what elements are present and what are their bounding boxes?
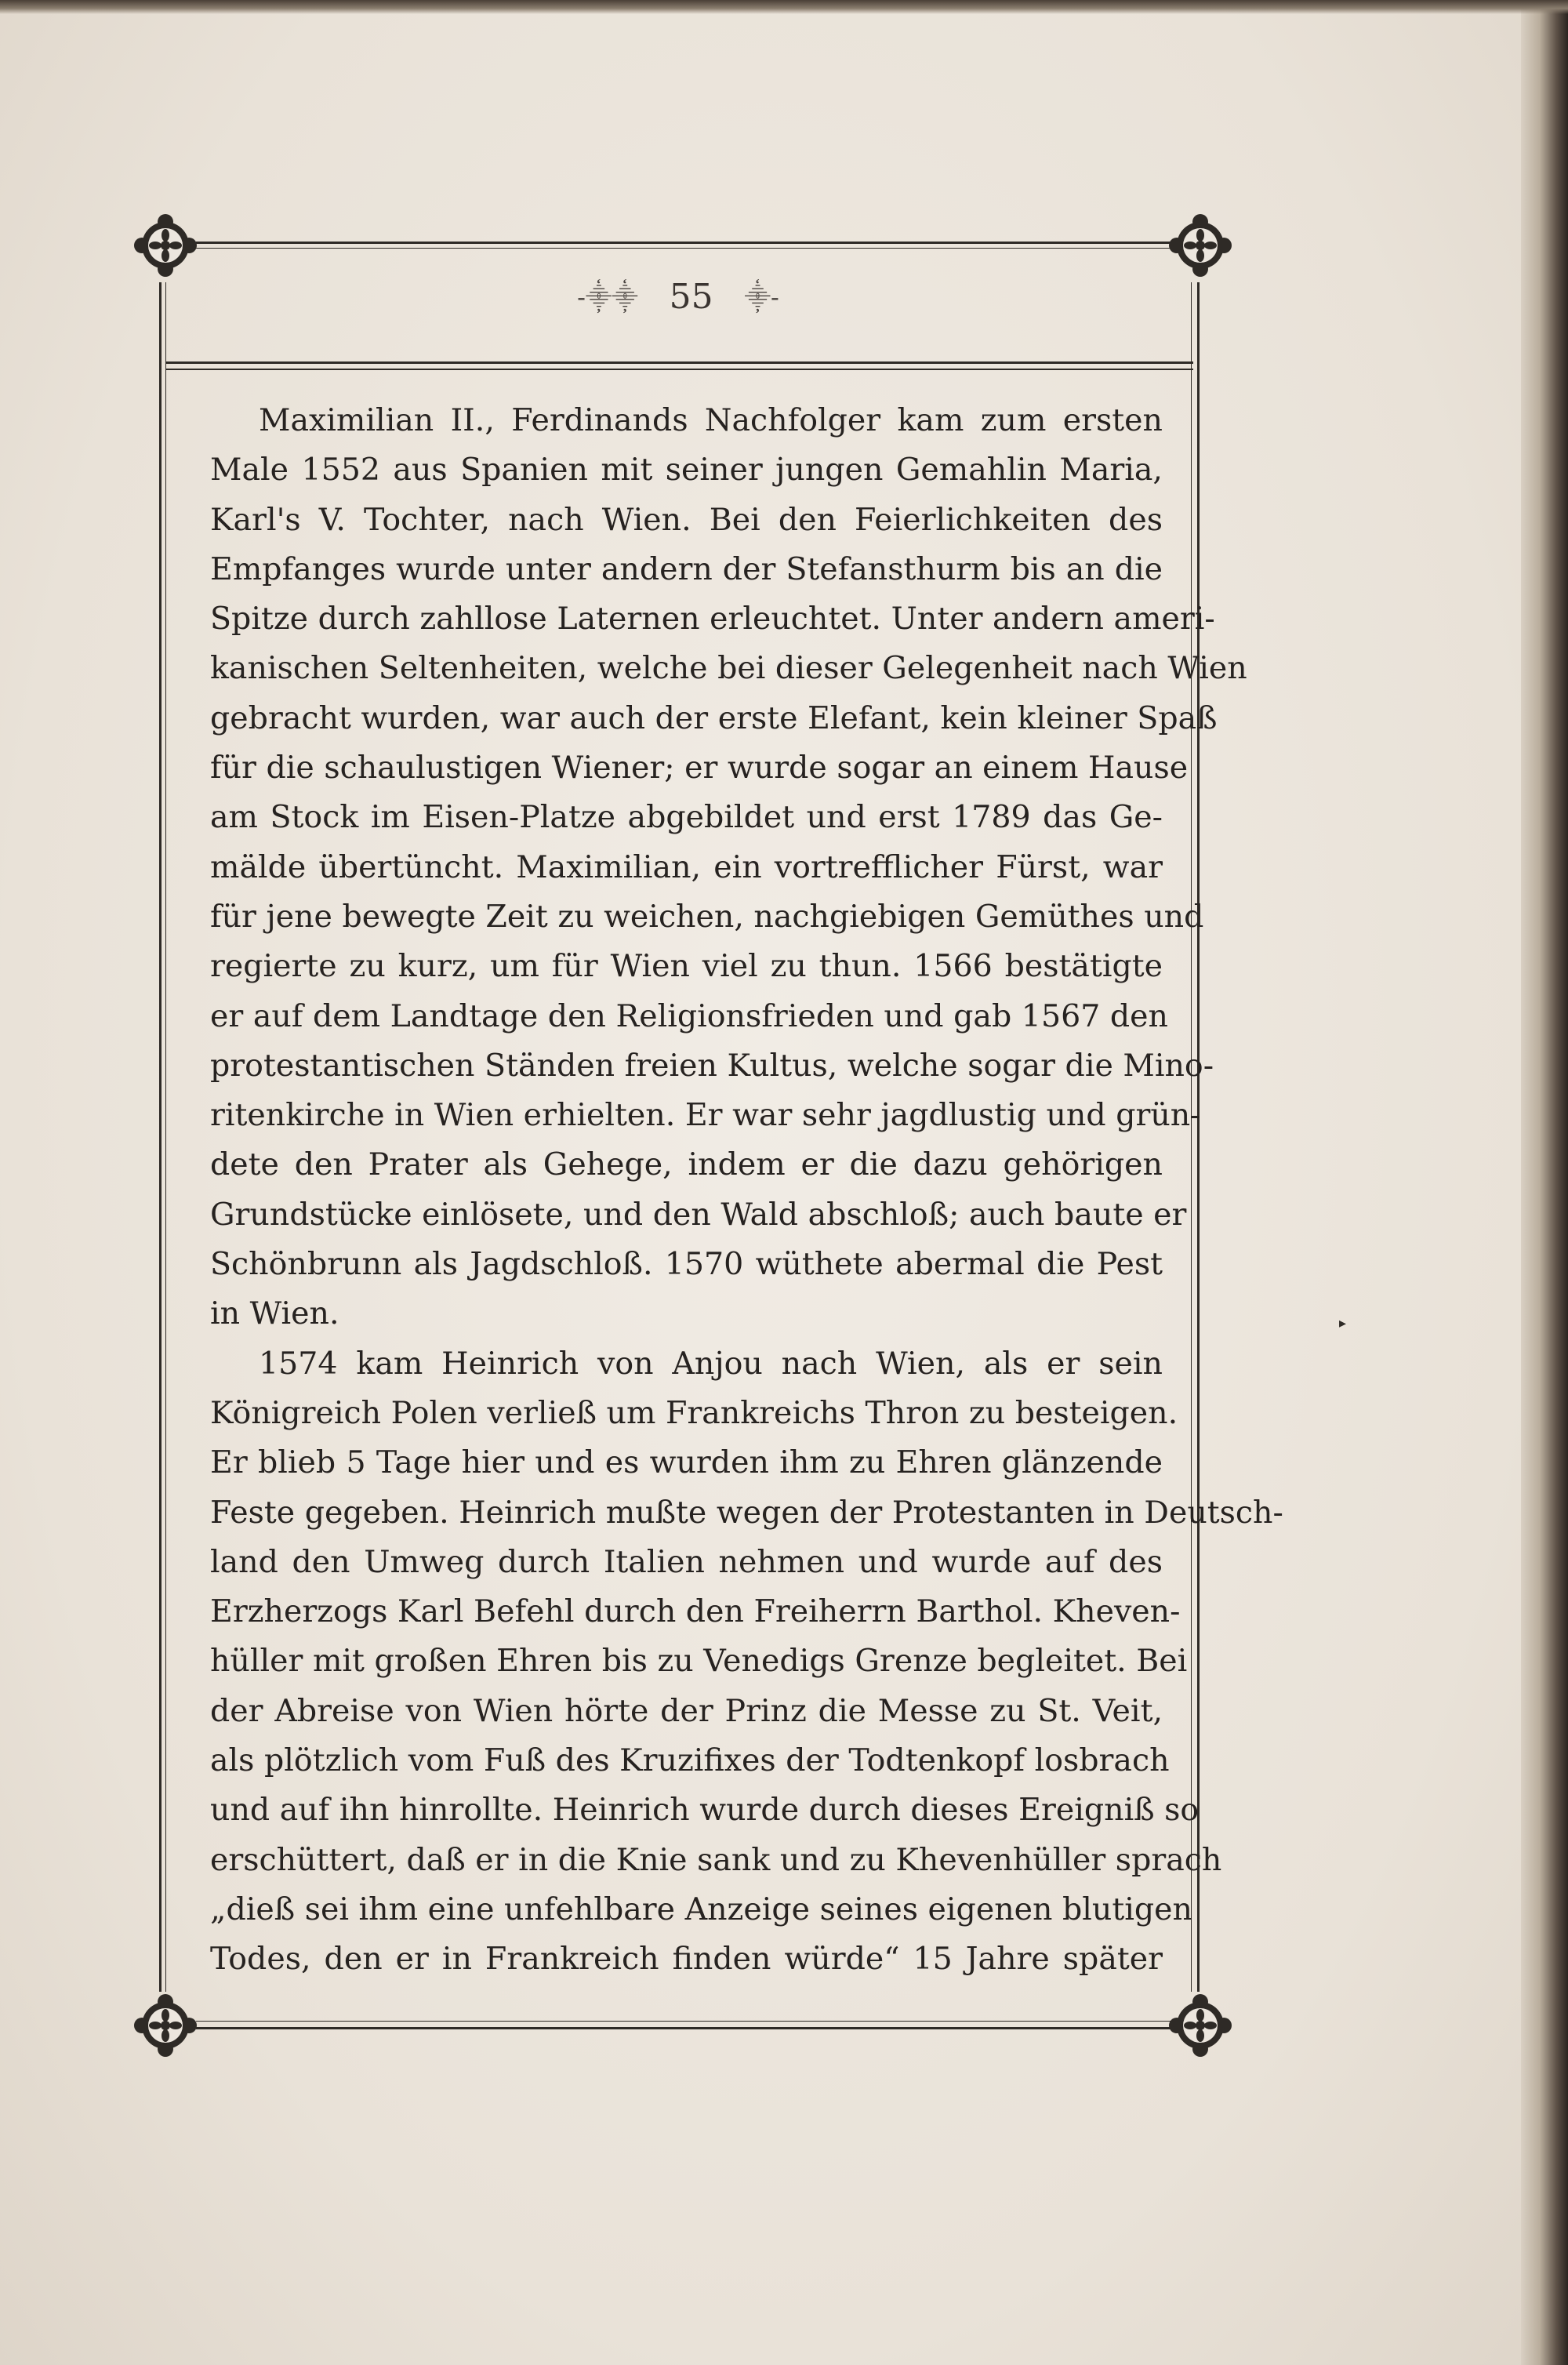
book-spine-edge <box>1521 0 1568 2365</box>
text-line: Schönbrunn als Jagdschloß. 1570 wüthete abermal die Pest <box>210 1246 1163 1283</box>
frame-bottom-rule <box>196 2027 1184 2029</box>
margin-mark-icon: ▸ <box>1339 1315 1347 1331</box>
frame-top-rule-thin <box>196 248 1184 249</box>
text-line: Königreich Polen verließ um Frankreichs Thron zu besteigen. <box>210 1394 1178 1431</box>
text-line: Grundstücke einlösete, und den Wald abschloß; auch baute er <box>210 1196 1187 1233</box>
text-line: mälde übertüncht. Maximilian, ein vortrefflicher Fürst, war <box>210 848 1163 885</box>
text-line: erschüttert, daß er in die Knie sank und zu Khevenhüller sprach <box>210 1841 1222 1878</box>
text-line: Male 1552 aus Spanien mit seiner jungen Gemahlin Maria, <box>210 452 1163 489</box>
text-line: Karl's V. Tochter, nach Wien. Bei den Feierlichkeiten des <box>210 501 1163 538</box>
text-line: er auf dem Landtage den Religionsfrieden und gab 1567 den <box>210 997 1168 1034</box>
text-line: für jene bewegte Zeit zu weichen, nachgiebigen Gemüthes und <box>210 898 1204 935</box>
text-line: dete den Prater als Gehege, indem er die dazu gehörigen <box>210 1146 1163 1183</box>
frame-right-rule-thin <box>1191 282 1192 1992</box>
book-top-edge <box>0 0 1568 14</box>
frame-top-rule <box>196 242 1184 244</box>
header-rule <box>166 361 1193 370</box>
header-ornament-left: -⸎⸎ <box>577 282 638 312</box>
text-line: gebracht wurden, war auch der erste Elefant, kein kleiner Spaß <box>210 699 1218 736</box>
text-line: 1574 kam Heinrich von Anjou nach Wien, als er sein <box>259 1345 1163 1382</box>
frame-right-rule <box>1197 282 1200 1992</box>
text-line: Erzherzogs Karl Befehl durch den Freiherrn Barthol. Kheven- <box>210 1593 1181 1630</box>
text-line: kanischen Seltenheiten, welche bei dieser Gelegenheit nach Wien <box>210 650 1247 687</box>
text-line: und auf ihn hinrollte. Heinrich wurde durch dieses Ereigniß so <box>210 1792 1200 1829</box>
text-line: hüller mit großen Ehren bis zu Venedigs Grenze begleitet. Bei <box>210 1643 1188 1680</box>
page-number: 55 <box>669 277 713 317</box>
text-line: „dieß sei ihm eine unfehlbare Anzeige seines eigenen blutigen <box>210 1891 1192 1927</box>
text-line: Empfanges wurde unter andern der Stefansthurm bis an die <box>210 550 1163 587</box>
text-line: für die schaulustigen Wiener; er wurde sogar an einem Hause <box>210 750 1189 787</box>
corner-ornament-icon <box>132 1992 199 2059</box>
text-line: Maximilian II., Ferdinands Nachfolger kam zum ersten <box>259 402 1163 438</box>
corner-ornament-icon <box>1167 1992 1234 2059</box>
page-header <box>165 274 1192 329</box>
text-line: Feste gegeben. Heinrich mußte wegen der Protestanten in Deutsch- <box>210 1494 1283 1531</box>
text-line: am Stock im Eisen-Platze abgebildet und erst 1789 das Ge- <box>210 799 1163 836</box>
header-ornament-right: ⸎- <box>744 282 779 312</box>
frame-bottom-rule-thin <box>196 2021 1184 2022</box>
frame-left-rule-thin <box>165 282 166 1992</box>
text-line: ritenkirche in Wien erhielten. Er war sehr jagdlustig und grün- <box>210 1097 1201 1134</box>
text-line: der Abreise von Wien hörte der Prinz die Messe zu St. Veit, <box>210 1692 1163 1729</box>
text-line: als plötzlich vom Fuß des Kruzifixes der Todtenkopf losbrach <box>210 1742 1170 1779</box>
text-line: land den Umweg durch Italien nehmen und wurde auf des <box>210 1543 1163 1580</box>
frame-left-rule <box>159 282 162 1992</box>
text-line: protestantischen Ständen freien Kultus, welche sogar die Mino- <box>210 1047 1214 1084</box>
text-line: Er blieb 5 Tage hier und es wurden ihm zu Ehren glänzende <box>210 1444 1163 1481</box>
text-line: in Wien. <box>210 1295 339 1332</box>
text-line: Todes, den er in Frankreich finden würde“ 15 Jahre später <box>210 1941 1163 1978</box>
text-line: Spitze durch zahllose Laternen erleuchtet. Unter andern ameri- <box>210 601 1215 638</box>
corner-ornament-icon <box>132 212 199 279</box>
body-text <box>210 396 1283 1985</box>
corner-ornament-icon <box>1167 212 1234 279</box>
text-line: regierte zu kurz, um für Wien viel zu thun. 1566 bestätigte <box>210 948 1163 985</box>
